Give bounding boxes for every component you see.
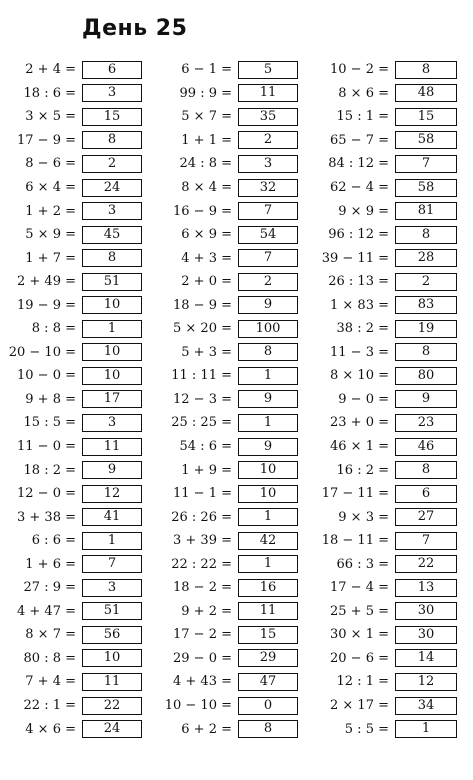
problem-row <box>162 505 298 529</box>
answer-box[interactable]: 2 <box>395 273 457 291</box>
problem-expression: 9 + 8 = <box>25 391 76 407</box>
problem-row <box>162 670 298 694</box>
answer-box[interactable]: 1 <box>395 720 457 738</box>
answer-box[interactable]: 7 <box>238 249 298 267</box>
problem-expression: 3 × 5 = <box>25 109 76 125</box>
answer-box[interactable]: 42 <box>238 532 298 550</box>
problem-expression: 26 : 26 = <box>171 509 232 525</box>
problem-expression: 20 − 10 = <box>8 344 76 360</box>
problem-expression: 19 − 9 = <box>17 297 76 313</box>
answer-box[interactable]: 22 <box>82 697 142 715</box>
problem-row <box>162 364 298 388</box>
answer-box[interactable]: 15 <box>395 108 457 126</box>
answer-box[interactable]: 8 <box>395 343 457 361</box>
problem-expression: 27 : 9 = <box>23 580 76 596</box>
problem-expression: 15 : 1 = <box>336 109 389 125</box>
answer-box[interactable]: 3 <box>82 579 142 597</box>
problem-row <box>6 152 142 176</box>
problem-row <box>6 458 142 482</box>
problem-expression: 9 × 9 = <box>338 203 389 219</box>
problem-row <box>6 411 142 435</box>
answer-box[interactable]: 9 <box>238 390 298 408</box>
problem-expression: 17 − 11 = <box>321 486 389 502</box>
problem-expression: 18 − 9 = <box>173 297 232 313</box>
problem-expression: 62 − 4 = <box>330 180 389 195</box>
answer-box[interactable]: 16 <box>238 579 298 597</box>
problem-expression: 1 + 9 = <box>181 462 232 478</box>
problem-expression: 26 : 13 = <box>328 274 389 290</box>
answer-box[interactable]: 10 <box>238 461 298 479</box>
problem-expression: 38 : 2 = <box>336 321 389 337</box>
answer-box[interactable]: 46 <box>395 438 457 456</box>
problem-row <box>162 411 298 435</box>
problem-row <box>319 552 457 576</box>
problem-expression: 39 − 11 = <box>321 250 389 266</box>
problem-row <box>162 199 298 223</box>
problem-row <box>6 317 142 341</box>
problem-row <box>319 129 457 153</box>
answer-box[interactable]: 1 <box>238 367 298 385</box>
problem-expression: 7 + 4 = <box>25 674 76 690</box>
problem-expression: 99 : 9 = <box>179 85 232 101</box>
answer-box[interactable]: 100 <box>238 320 298 338</box>
answer-box[interactable]: 15 <box>82 108 142 126</box>
problem-row <box>319 246 457 270</box>
answer-box[interactable]: 58 <box>395 179 457 197</box>
problem-column-3 <box>319 58 457 741</box>
problem-row <box>162 82 298 106</box>
problem-expression: 1 + 2 = <box>25 203 76 219</box>
problem-expression: 16 : 2 = <box>336 462 389 478</box>
problem-row <box>319 647 457 671</box>
problem-row <box>319 105 457 129</box>
problem-row <box>162 317 298 341</box>
problem-expression: 1 + 6 = <box>25 556 76 572</box>
answer-box[interactable]: 6 <box>395 485 457 503</box>
problem-expression: 5 × 20 = <box>173 321 232 337</box>
problem-row <box>319 623 457 647</box>
problem-expression: 2 + 49 = <box>17 274 76 290</box>
problem-expression: 8 : 8 = <box>31 321 76 337</box>
answer-box[interactable]: 83 <box>395 296 457 314</box>
problem-expression: 5 × 7 = <box>181 109 232 125</box>
problem-expression: 24 : 8 = <box>179 156 232 172</box>
problem-row <box>162 129 298 153</box>
problem-row <box>319 482 457 506</box>
problem-expression: 8 × 7 = <box>25 627 76 643</box>
answer-box[interactable]: 54 <box>238 226 298 244</box>
problem-expression: 8 − 6 = <box>25 156 76 172</box>
problem-row <box>162 647 298 671</box>
problem-row <box>6 670 142 694</box>
problem-expression: 12 : 1 = <box>336 674 389 690</box>
problem-row <box>162 576 298 600</box>
answer-box[interactable]: 8 <box>395 461 457 479</box>
problem-expression: 17 − 2 = <box>173 627 232 643</box>
problem-expression: 16 − 9 = <box>173 203 232 219</box>
problem-expression: 12 − 3 = <box>173 391 232 407</box>
problem-row <box>319 576 457 600</box>
problem-row <box>319 458 457 482</box>
answer-box[interactable]: 22 <box>395 555 457 573</box>
problem-expression: 25 : 25 = <box>171 415 232 431</box>
problem-row <box>162 623 298 647</box>
problem-expression: 1 + 1 = <box>181 132 232 148</box>
problem-row <box>319 411 457 435</box>
answer-box[interactable]: 1 <box>238 555 298 573</box>
problem-row <box>319 364 457 388</box>
problem-row <box>319 199 457 223</box>
answer-box[interactable]: 2 <box>82 155 142 173</box>
problem-expression: 1 × 83 = <box>330 297 389 313</box>
problem-column-1 <box>6 58 142 741</box>
answer-box[interactable]: 9 <box>395 390 457 408</box>
problem-expression: 22 : 22 = <box>171 556 232 572</box>
problem-row <box>162 152 298 176</box>
problem-expression: 10 − 2 = <box>330 62 389 78</box>
answer-box[interactable]: 58 <box>395 131 457 149</box>
answer-box[interactable]: 10 <box>82 649 142 667</box>
problem-row <box>162 694 298 718</box>
problem-row <box>319 670 457 694</box>
problem-expression: 6 : 6 = <box>31 533 76 549</box>
problem-row <box>162 341 298 365</box>
problem-row <box>162 223 298 247</box>
answer-box[interactable]: 48 <box>395 84 457 102</box>
problem-row <box>319 388 457 412</box>
answer-box[interactable]: 11 <box>238 84 298 102</box>
problem-expression: 8 × 6 = <box>338 85 389 101</box>
problem-row <box>6 576 142 600</box>
problem-row <box>319 317 457 341</box>
problem-expression: 18 : 2 = <box>23 462 76 478</box>
problem-expression: 17 − 4 = <box>330 580 389 596</box>
answer-box[interactable]: 11 <box>82 673 142 691</box>
answer-box[interactable]: 51 <box>82 602 142 620</box>
answer-box[interactable]: 23 <box>395 414 457 432</box>
problem-row <box>6 552 142 576</box>
problem-row <box>6 58 142 82</box>
problem-expression: 66 : 3 = <box>336 556 389 572</box>
answer-box[interactable]: 10 <box>82 367 142 385</box>
problem-row <box>162 529 298 553</box>
problem-row <box>319 341 457 365</box>
problem-expression: 8 × 4 = <box>181 180 232 195</box>
problem-row <box>6 647 142 671</box>
problem-expression: 3 + 39 = <box>173 533 232 549</box>
answer-box[interactable]: 2 <box>238 273 298 291</box>
answer-box[interactable]: 30 <box>395 602 457 620</box>
answer-box[interactable]: 11 <box>82 438 142 456</box>
problem-row <box>319 270 457 294</box>
problem-expression: 9 + 2 = <box>181 603 232 619</box>
answer-box[interactable]: 3 <box>82 414 142 432</box>
problem-row <box>6 129 142 153</box>
answer-box[interactable]: 3 <box>238 155 298 173</box>
answer-box[interactable]: 13 <box>395 579 457 597</box>
problem-row <box>6 293 142 317</box>
problem-row <box>162 388 298 412</box>
answer-box[interactable]: 7 <box>238 202 298 220</box>
problem-expression: 5 × 9 = <box>25 227 76 243</box>
answer-box[interactable]: 6 <box>82 61 142 79</box>
problem-expression: 96 : 12 = <box>328 227 389 243</box>
problem-row <box>319 529 457 553</box>
problem-expression: 4 + 3 = <box>181 250 232 266</box>
problem-expression: 1 + 7 = <box>25 250 76 266</box>
problem-expression: 54 : 6 = <box>179 439 232 455</box>
answer-box[interactable]: 1 <box>238 508 298 526</box>
problem-row <box>319 694 457 718</box>
problem-row <box>319 600 457 624</box>
problem-expression: 11 − 3 = <box>330 344 389 360</box>
problem-row <box>6 388 142 412</box>
problem-expression: 6 − 1 = <box>181 62 232 78</box>
problem-row <box>162 293 298 317</box>
problem-expression: 30 × 1 = <box>330 627 389 643</box>
problem-expression: 6 + 2 = <box>181 721 232 737</box>
answer-box[interactable]: 12 <box>395 673 457 691</box>
problem-expression: 4 + 47 = <box>17 603 76 619</box>
answer-box[interactable]: 8 <box>395 61 457 79</box>
problem-expression: 11 : 11 = <box>171 368 232 384</box>
problem-expression: 18 : 6 = <box>23 85 76 101</box>
answer-box[interactable]: 34 <box>395 697 457 715</box>
problem-expression: 29 − 0 = <box>173 650 232 666</box>
problem-expression: 12 − 0 = <box>17 486 76 502</box>
answer-box[interactable]: 14 <box>395 649 457 667</box>
answer-box[interactable]: 51 <box>82 273 142 291</box>
problem-expression: 65 − 7 = <box>330 132 389 148</box>
problem-row <box>6 105 142 129</box>
problem-expression: 9 − 0 = <box>338 391 389 407</box>
answer-box[interactable]: 10 <box>82 343 142 361</box>
problem-expression: 2 + 4 = <box>25 62 76 78</box>
answer-box[interactable]: 3 <box>82 202 142 220</box>
answer-box[interactable]: 1 <box>82 532 142 550</box>
problem-row <box>162 482 298 506</box>
problem-row <box>6 82 142 106</box>
problem-row <box>6 364 142 388</box>
answer-box[interactable]: 9 <box>238 438 298 456</box>
problem-row <box>6 529 142 553</box>
problem-expression: 8 × 10 = <box>330 368 389 384</box>
problem-expression: 11 − 1 = <box>173 486 232 502</box>
answer-box[interactable]: 41 <box>82 508 142 526</box>
answer-box[interactable]: 0 <box>238 697 298 715</box>
problem-column-2 <box>162 58 298 741</box>
answer-box[interactable]: 3 <box>82 84 142 102</box>
problem-row <box>6 482 142 506</box>
answer-box[interactable]: 45 <box>82 226 142 244</box>
answer-box[interactable]: 10 <box>238 485 298 503</box>
answer-box[interactable]: 7 <box>82 555 142 573</box>
problem-row <box>6 505 142 529</box>
answer-box[interactable]: 8 <box>238 720 298 738</box>
answer-box[interactable]: 7 <box>395 532 457 550</box>
answer-box[interactable]: 7 <box>395 155 457 173</box>
answer-box[interactable]: 28 <box>395 249 457 267</box>
problem-expression: 5 + 3 = <box>181 344 232 360</box>
answer-box[interactable]: 47 <box>238 673 298 691</box>
problem-row <box>162 105 298 129</box>
problem-expression: 18 − 11 = <box>321 533 389 549</box>
problem-row <box>319 82 457 106</box>
problem-row <box>319 435 457 459</box>
problem-row <box>6 199 142 223</box>
problem-expression: 22 : 1 = <box>23 698 76 714</box>
problem-row <box>319 176 457 200</box>
problem-expression: 4 + 43 = <box>173 674 232 690</box>
answer-box[interactable]: 24 <box>82 720 142 738</box>
problem-row <box>6 246 142 270</box>
answer-box[interactable]: 9 <box>82 461 142 479</box>
answer-box[interactable]: 29 <box>238 649 298 667</box>
problem-row <box>162 600 298 624</box>
problem-expression: 10 − 10 = <box>164 698 232 714</box>
answer-box[interactable]: 1 <box>82 320 142 338</box>
problem-expression: 10 − 0 = <box>17 368 76 384</box>
problem-expression: 5 : 5 = <box>344 721 389 737</box>
problem-row <box>319 152 457 176</box>
problem-expression: 20 − 6 = <box>330 650 389 666</box>
problem-row <box>162 435 298 459</box>
answer-box[interactable]: 5 <box>238 61 298 79</box>
problem-row <box>6 176 142 200</box>
problem-row <box>319 717 457 741</box>
answer-box[interactable]: 8 <box>238 343 298 361</box>
answer-box[interactable]: 27 <box>395 508 457 526</box>
problem-row <box>162 176 298 200</box>
problem-expression: 46 × 1 = <box>330 439 389 455</box>
answer-box[interactable]: 80 <box>395 367 457 385</box>
problem-row <box>319 223 457 247</box>
answer-box[interactable]: 17 <box>82 390 142 408</box>
answer-box[interactable]: 8 <box>82 131 142 149</box>
problem-row <box>6 717 142 741</box>
problem-expression: 2 × 17 = <box>330 698 389 714</box>
problem-row <box>6 435 142 459</box>
problem-row <box>162 458 298 482</box>
answer-box[interactable]: 1 <box>238 414 298 432</box>
answer-box[interactable]: 35 <box>238 108 298 126</box>
answer-box[interactable]: 32 <box>238 179 298 197</box>
problem-expression: 23 + 0 = <box>330 415 389 431</box>
problem-expression: 3 + 38 = <box>17 509 76 525</box>
answer-box[interactable]: 8 <box>395 226 457 244</box>
problem-expression: 9 × 3 = <box>338 509 389 525</box>
problem-expression: 15 : 5 = <box>23 415 76 431</box>
problem-row <box>319 58 457 82</box>
answer-box[interactable]: 15 <box>238 626 298 644</box>
answer-box[interactable]: 10 <box>82 296 142 314</box>
answer-box[interactable]: 30 <box>395 626 457 644</box>
answer-box[interactable]: 11 <box>238 602 298 620</box>
problem-row <box>6 270 142 294</box>
problem-expression: 11 − 0 = <box>17 439 76 455</box>
page-title: День 25 <box>82 16 188 41</box>
problem-row <box>162 270 298 294</box>
problem-expression: 2 + 0 = <box>181 274 232 290</box>
problem-row <box>162 246 298 270</box>
problem-row <box>6 600 142 624</box>
problem-row <box>319 293 457 317</box>
answer-box[interactable]: 9 <box>238 296 298 314</box>
problem-row <box>162 552 298 576</box>
problem-row <box>162 58 298 82</box>
problem-row <box>162 717 298 741</box>
answer-box[interactable]: 8 <box>82 249 142 267</box>
problem-expression: 18 − 2 = <box>173 580 232 596</box>
problem-expression: 25 + 5 = <box>330 603 389 619</box>
answer-box[interactable]: 56 <box>82 626 142 644</box>
problem-expression: 6 × 9 = <box>181 227 232 243</box>
problem-expression: 80 : 8 = <box>23 650 76 666</box>
problem-expression: 84 : 12 = <box>328 156 389 172</box>
problem-row <box>6 223 142 247</box>
answer-box[interactable]: 81 <box>395 202 457 220</box>
answer-box[interactable]: 24 <box>82 179 142 197</box>
answer-box[interactable]: 2 <box>238 131 298 149</box>
answer-box[interactable]: 19 <box>395 320 457 338</box>
problem-row <box>6 341 142 365</box>
problem-row <box>6 694 142 718</box>
problem-row <box>319 505 457 529</box>
problem-row <box>6 623 142 647</box>
problem-expression: 4 × 6 = <box>25 721 76 737</box>
answer-box[interactable]: 12 <box>82 485 142 503</box>
problem-expression: 6 × 4 = <box>25 180 76 195</box>
problem-expression: 17 − 9 = <box>17 132 76 148</box>
